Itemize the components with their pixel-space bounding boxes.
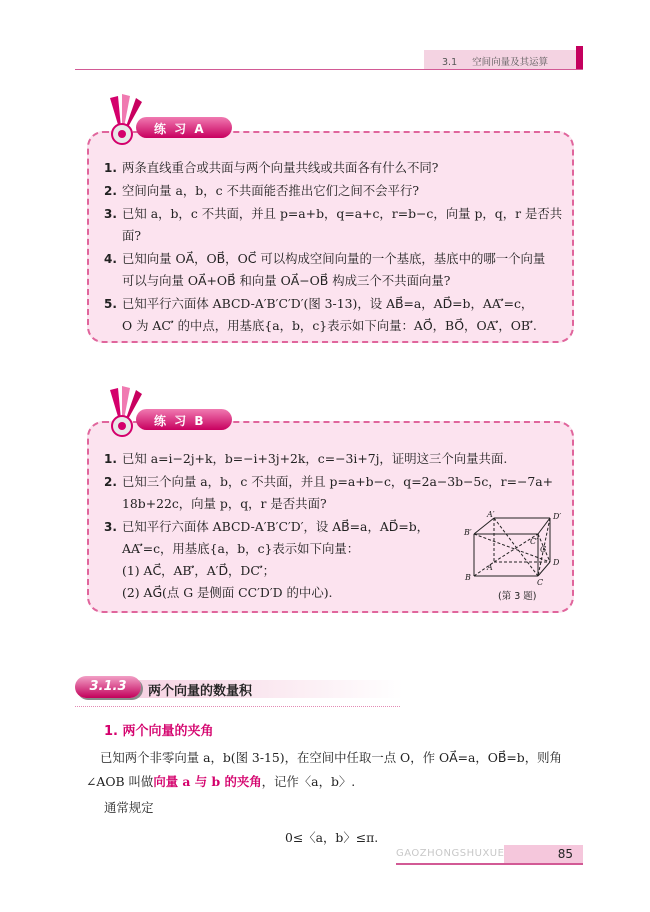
header-accent-bar <box>576 46 583 69</box>
header-section-number: 3.1 <box>442 57 458 68</box>
body-paragraph <box>86 746 581 794</box>
label-A: A <box>487 563 493 572</box>
section-title: 两个向量的数量积 <box>148 684 253 699</box>
exercise-a-item-2: 2. 空间向量 a，b，c 不共面能否推出它们之间不会平行? <box>104 183 419 198</box>
running-header <box>424 50 576 69</box>
paragraph-line-1: 已知两个非零向量 a，b(图 3-15)，在空间中任取一点 O，作 OA⃗=a，OB⃗=b，则角 <box>100 750 562 765</box>
label-D1: D′ <box>553 512 562 521</box>
label-C1: C′ <box>530 537 538 546</box>
section-number-badge: 3.1.3 <box>75 676 141 698</box>
footer-watermark: GAOZHONGSHUXUE <box>396 848 505 859</box>
figure-caption: (第 3 题) <box>498 591 537 602</box>
exercise-b-label: 练 习 B <box>136 409 232 430</box>
header-rule <box>75 69 583 70</box>
angle-range-formula: 0≤〈a，b〉≤π. <box>285 830 379 845</box>
footer-rule <box>396 863 583 865</box>
exercise-b-title <box>92 386 242 438</box>
header-section-title: 空间向量及其运算 <box>472 57 549 68</box>
label-B: B <box>465 573 471 582</box>
exercise-a-label: 练 习 A <box>136 117 232 138</box>
note-text: 通常规定 <box>104 800 154 815</box>
label-B1: B′ <box>464 528 472 537</box>
exercise-a-list <box>104 157 566 338</box>
exercise-b-item-2: 2. 已知三个向量 a，b，c 不共面，并且 p=a+b−c，q=2a−3b−5c，r=−7a+ 18b+22c，向量 p，q，r 是否共面? <box>104 474 553 511</box>
page-number: 85 <box>504 845 583 863</box>
exercise-b-item-3: 3. 已知平行六面体 ABCD-A′B′C′D′，设 AB⃗=a，AD⃗=b， AA′⃗=c，用基底{a，b，c}表示如下向量： (1) AC⃗，AB′⃗，A′D⃗，DC′⃗； (2) AG⃗(点 G 是侧面 CC′D′D 的中心). <box>104 519 430 600</box>
label-C: C <box>537 578 544 587</box>
paragraph-line-2: ∠AOB 叫做向量 a 与 b 的夹角，记作〈a，b〉. <box>86 774 356 789</box>
label-D: D <box>553 558 560 567</box>
section-dotted-rule <box>75 706 400 707</box>
subsection-title: 1. 两个向量的夹角 <box>104 724 214 739</box>
label-A1: A′ <box>487 510 495 519</box>
term-highlight: 向量 a 与 b 的夹角 <box>153 774 262 789</box>
label-G: G <box>540 545 547 554</box>
exercise-a-item-4: 4. 已知向量 OA⃗，OB⃗，OC⃗ 可以构成空间向量的一个基底，基底中的哪一个向量 可以与向量 OA⃗+OB⃗ 和向量 OA⃗−OB⃗ 构成三个不共面向量? <box>104 251 546 288</box>
exercise-a-item-1: 1. 两条直线重合或共面与两个向量共线或共面各有什么不同? <box>104 160 439 175</box>
exercise-a-item-3: 3. 已知 a，b，c 不共面，并且 p=a+b，q=a+c，r=b−c，向量 p，q，r 是否共 面? <box>104 206 563 243</box>
exercise-a-title <box>92 94 242 146</box>
exercise-b-item-1: 1. 已知 a=i−2j+k，b=−i+3j+2k，c=−3i+7j，证明这三个向量共面. <box>104 451 508 466</box>
exercise-a-item-5: 5. 已知平行六面体 ABCD-A′B′C′D′(图 3-13)，设 AB⃗=a，AD⃗=b，AA′⃗=c， O 为 AC′⃗ 的中点，用基底{a，b，c}表示如下向量：AO⃗，BO⃗，OA′⃗，OB′⃗. <box>104 296 537 333</box>
